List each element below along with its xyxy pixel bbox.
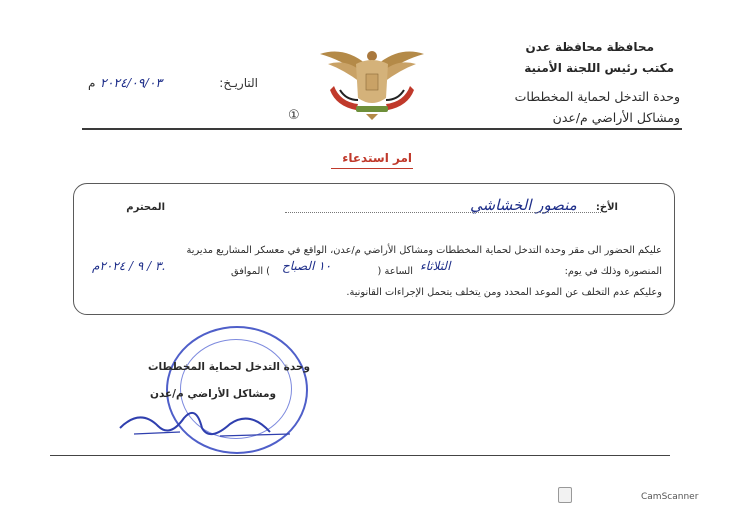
handwritten-date: ٣ / ٩ / ٢٠٢٤م. (92, 259, 166, 273)
date-label: التاريـخ: (219, 76, 258, 90)
body-line-2b: الساعة ( (377, 266, 413, 277)
title-underline (331, 168, 413, 169)
stamp-line-1: وحدة التدخل لحماية المخططات (147, 361, 310, 373)
handwritten-day: الثلاثاء (420, 259, 451, 273)
header-office: مكتب رئيس اللجنة الأمنية (524, 61, 674, 75)
name-line (285, 212, 601, 213)
footer-divider (50, 455, 670, 456)
header-unit-sub: ومشاكل الأراضي م/عدن (552, 110, 680, 125)
stamp-line-2: ومشاكل الأراضي م/عدن (149, 388, 276, 400)
handwritten-name: منصور الخشاشي (470, 196, 577, 214)
header-unit: وحدة التدخل لحماية المخططات (514, 89, 680, 104)
yemen-emblem-icon (314, 40, 430, 122)
document-number: ① (288, 108, 300, 123)
camscanner-label: CamScanner (641, 492, 699, 502)
camscanner-icon (558, 487, 572, 503)
brother-label: الأخ: (595, 202, 618, 213)
body-line-2a: المنصورة وذلك في يوم: (564, 266, 662, 277)
body-line-3: وعليكم عدم التخلف عن الموعد المحدد ومن يتخلف يتحمل الإجراءات القانونية. (346, 287, 662, 298)
date-value: ٢٠٢٤/٠٩/٠٣ (100, 75, 163, 90)
honorific-label: المحترم (126, 202, 165, 213)
header-governorate: محافظة محافظة عدن (525, 40, 654, 54)
document-title: امر استدعاء (342, 151, 412, 165)
body-line-1: عليكم الحضور الى مقر وحدة التدخل لحماية المخططات ومشاكل الأراضي م/عدن، الواقع في معسكر المشاريع مديرية (186, 245, 662, 256)
handwritten-hour: ١٠ الصباح (282, 259, 332, 273)
signature-icon (110, 398, 310, 448)
header-divider (82, 128, 682, 130)
body-line-2c: ) الموافق (231, 266, 270, 277)
date-suffix: م (88, 76, 96, 90)
